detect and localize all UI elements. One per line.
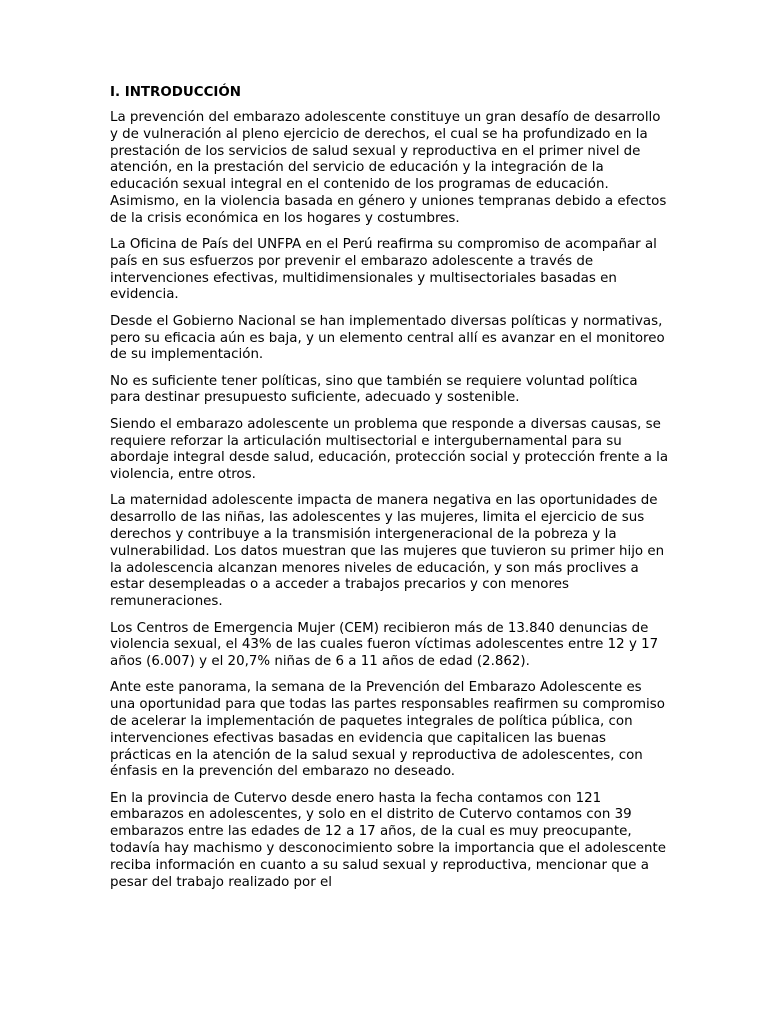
paragraph-3: Desde el Gobierno Nacional se han implementado diversas políticas y normativas, pero su eficacia aún es baja, y un elemento central allí es avanzar en el monitoreo de su implementación. bbox=[110, 313, 665, 363]
paragraph-1: La prevención del embarazo adolescente constituye un gran desafío de desarrollo y de vulneración al pleno ejercicio de derechos, el cual se ha profundizado en la prestación de los servicios de salud sexual y reproductiva en el primer nivel de atención, en la prestación del servicio de educación y la integración de la educación sexual integral en el contenido de los programas de educación. Asimismo, en la violencia basada en género y uniones tempranas debido a efectos de la crisis económica en los hogares y costumbres. bbox=[110, 110, 667, 226]
section-heading: I. INTRODUCCIÓN bbox=[110, 85, 241, 100]
document-page bbox=[110, 84, 670, 901]
paragraph-9: En la provincia de Cutervo desde enero hasta la fecha contamos con 121 embarazos en adolescentes, y solo en el distrito de Cutervo contamos con 39 embarazos entre las edades de 12 a 17 años, de la cual es muy preocupante, todavía hay machismo y desconocimiento sobre la importancia que el adolescente reciba información en cuanto a su salud sexual y reproductiva, mencionar que a pesar del trabajo realizado por el bbox=[110, 790, 666, 890]
paragraph-5: Siendo el embarazo adolescente un problema que responde a diversas causas, se requiere reforzar la articulación multisectorial e intergubernamental para su abordaje integral desde salud, educación, protección social y protección frente a la violencia, entre otros. bbox=[110, 416, 669, 483]
paragraph-6: La maternidad adolescente impacta de manera negativa en las oportunidades de desarrollo de las niñas, las adolescentes y las mujeres, limita el ejercicio de sus derechos y contribuye a la transmisión intergeneracional de la pobreza y la vulnerabilidad. Los datos muestran que las mujeres que tuvieron su primer hijo en la adolescencia alcanzan menores niveles de educación, y son más proclives a estar desempleadas o a acceder a trabajos precarios y con menores remuneraciones. bbox=[110, 493, 665, 610]
paragraph-2: La Oficina de País del UNFPA en el Perú reafirma su compromiso de acompañar al país en sus esfuerzos por prevenir el embarazo adolescente a través de intervenciones efectivas, multidimensionales y multisectoriales basadas en evidencia. bbox=[110, 237, 657, 303]
paragraph-7: Los Centros de Emergencia Mujer (CEM) recibieron más de 13.840 denuncias de violencia sexual, el 43% de las cuales fueron víctimas adolescentes entre 12 y 17 años (6.007) y el 20,7% niñas de 6 a 11 años de edad (2.862). bbox=[110, 620, 659, 670]
paragraph-8: Ante este panorama, la semana de la Prevención del Embarazo Adolescente es una oportunidad para que todas las partes responsables reafirmen su compromiso de acelerar la implementación de paquetes integrales de política pública, con intervenciones efectivas basadas en evidencia que capitalicen las buenas prácticas en la atención de la salud sexual y reproductiva de adolescentes, con énfasis en la prevención del embarazo no deseado. bbox=[110, 680, 665, 780]
paragraph-4: No es suficiente tener políticas, sino que también se requiere voluntad política para destinar presupuesto suficiente, adecuado y sostenible. bbox=[110, 373, 638, 406]
